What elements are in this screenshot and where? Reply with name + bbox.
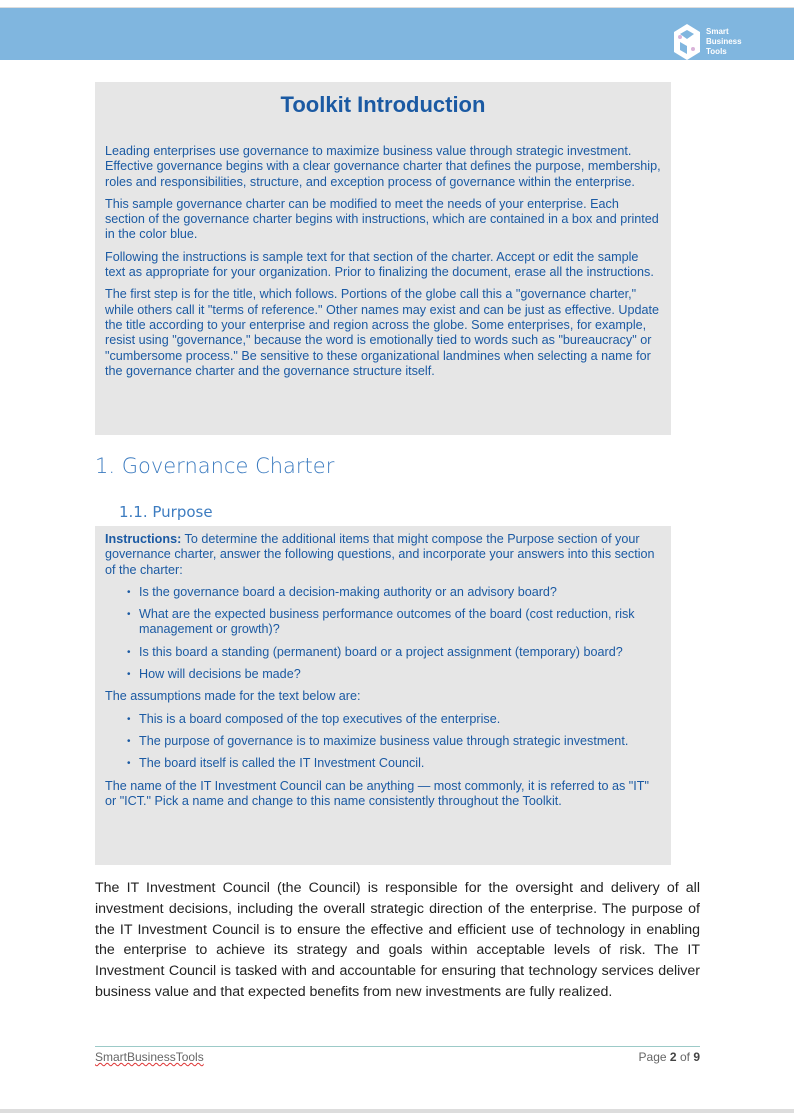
toolkit-introduction-box <box>95 82 671 435</box>
list-item: • The purpose of governance is to maximize business value through strategic investment. <box>127 734 661 749</box>
instructions-box <box>95 526 671 865</box>
current-page: 2 <box>669 1050 677 1064</box>
list-item: • What are the expected business performance outcomes of the board (cost reduction, risk management or growth)? <box>127 607 661 638</box>
instructions-closing: The name of the IT Investment Council can be anything — most commonly, it is referred to as "IT" or "ICT." Pick a name and change to this name consistently throughout the Toolkit. <box>105 778 649 808</box>
top-border <box>0 0 794 8</box>
list-item: • This is a board composed of the top executives of the enterprise. <box>127 712 661 727</box>
page-header-band <box>0 8 794 60</box>
purpose-body-text: The IT Investment Council (the Council) is responsible for the oversight and delivery of all investment decisions, including the overall strategic direction of the enterprise. The purpose of the IT Investment Council is to ensure the effective and efficient use of technology in enabling the enterprise to achieve its strategy and goals within acceptable levels of risk. The IT Investment Council is tasked with and accountable for ensuring that technology services deliver business value and that expected benefits from new investments are fully realized. <box>95 880 700 1000</box>
assumptions-intro: The assumptions made for the text below are: <box>105 689 361 704</box>
page-bottom-edge <box>0 1109 794 1113</box>
heading-governance-charter: 1. Governance Charter <box>95 454 335 478</box>
instructions-text: To determine the additional items that might compose the Purpose section of your governance charter, answer the following questions, and incorporate your answers into this section of the charter: <box>105 532 655 577</box>
logo-text-line: Smart <box>706 27 729 36</box>
intro-title: Toolkit Introduction <box>280 92 486 117</box>
intro-paragraph: This sample governance charter can be modified to meet the needs of your enterprise. Each section of the governance charter begins with instructions, which are contained in a box and printed in the color blue. <box>105 196 659 242</box>
questions-list <box>127 585 661 682</box>
page-label: Page <box>638 1050 667 1064</box>
footer-company-name: SmartBusinessTools <box>95 1050 204 1064</box>
of-label: of <box>679 1050 690 1064</box>
assumptions-list <box>127 712 661 772</box>
list-item: • The board itself is called the IT Investment Council. <box>127 756 661 771</box>
list-item: • Is this board a standing (permanent) board or a project assignment (temporary) board? <box>127 645 661 660</box>
heading-purpose: 1.1. Purpose <box>119 503 213 521</box>
smart-business-tools-logo <box>672 22 742 62</box>
instructions-label: Instructions: <box>105 532 182 546</box>
total-pages: 9 <box>693 1050 700 1064</box>
intro-paragraph: The first step is for the title, which follows. Portions of the globe call this a "governance charter," while others call it "terms of reference." Other names may exist and can be just as effective. Update the title according to your enterprise and region across the globe. Some enterprises, for example, resist using "governance," because the word is emotionally tied to words such as "bureaucracy" or "cumbersome process." Be sensitive to these organizational landmines when selecting a name for the governance charter and the governance structure itself. <box>105 287 659 378</box>
logo-text-line: Tools <box>706 47 727 56</box>
list-item: • Is the governance board a decision-making authority or an advisory board? <box>127 585 661 600</box>
footer-divider <box>95 1046 700 1047</box>
logo-cube-icon <box>672 22 702 62</box>
intro-paragraph: Following the instructions is sample text for that section of the charter. Accept or edit the sample text as appropriate for your organization. Prior to finalizing the document, erase all the instructions. <box>105 249 654 280</box>
page-number <box>600 1050 700 1064</box>
list-item: • How will decisions be made? <box>127 667 661 682</box>
instructions-intro <box>105 532 661 578</box>
logo-text-line: Business <box>706 37 742 46</box>
intro-paragraph: Leading enterprises use governance to maximize business value through strategic investment. Effective governance begins with a clear governance charter that defines the purpose, membership, roles and responsibilities, structure, and exception process of governance within the enterprise. <box>105 144 661 189</box>
